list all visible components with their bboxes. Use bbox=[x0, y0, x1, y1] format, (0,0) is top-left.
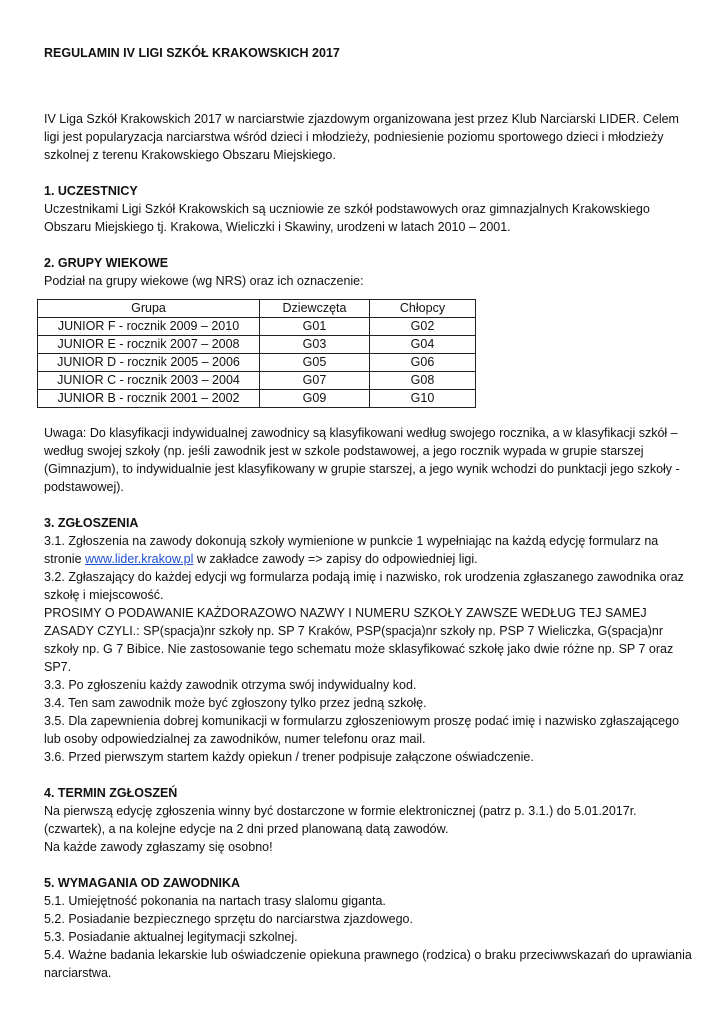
table-cell: G09 bbox=[260, 390, 370, 408]
registration-item: 3.4. Ten sam zawodnik może być zgłoszony tylko przez jedną szkołę. bbox=[44, 696, 427, 710]
section-heading: 5. WYMAGANIA OD ZAWODNIKA bbox=[44, 876, 241, 890]
table-header-cell: Grupa bbox=[38, 300, 260, 318]
table-header-cell: Dziewczęta bbox=[260, 300, 370, 318]
requirement-item: 5.1. Umiejętność pokonania na nartach trasy slalomu giganta. bbox=[44, 894, 386, 908]
registration-item: 3.3. Po zgłoszeniu każdy zawodnik otrzyma swój indywidualny kod. bbox=[44, 678, 417, 692]
section-lead: Podział na grupy wiekowe (wg NRS) oraz ich oznaczenie: bbox=[44, 274, 364, 288]
table-header-cell: Chłopcy bbox=[370, 300, 476, 318]
registration-item: 3.6. Przed pierwszym startem każdy opiekun / trener podpisuje załączone oświadczenie. bbox=[44, 750, 534, 764]
section-heading: 1. UCZESTNICY bbox=[44, 184, 138, 198]
table-row bbox=[38, 336, 476, 354]
section-age-groups bbox=[44, 254, 694, 496]
registration-item bbox=[44, 532, 694, 568]
section-heading: 4. TERMIN ZGŁOSZEŃ bbox=[44, 786, 178, 800]
table-cell: G10 bbox=[370, 390, 476, 408]
registration-text: 3.1. Zgłoszenia na zawody dokonują szkoły wymienione w punkcie 1 wypełniając na każdą edycję formularz na stronie bbox=[44, 534, 659, 566]
table-cell: G03 bbox=[260, 336, 370, 354]
section-deadline bbox=[44, 784, 694, 856]
section-registrations bbox=[44, 514, 694, 766]
table-cell: JUNIOR C - rocznik 2003 – 2004 bbox=[38, 372, 260, 390]
requirement-item: 5.3. Posiadanie aktualnej legitymacji szkolnej. bbox=[44, 930, 298, 944]
table-row bbox=[38, 372, 476, 390]
table-cell: G05 bbox=[260, 354, 370, 372]
registration-caps-notice: PROSIMY O PODAWANIE KAŻDORAZOWO NAZWY I NUMERU SZKOŁY ZAWSZE WEDŁUG TEJ SAMEJ ZASADY CZYLI.: SP(spacja)nr szkoły np. SP 7 Kraków, PSP(spacja)nr szkoły np. PSP 7 Wieliczka, G(spacja)nr szkoły np. G 7 Bibice. Nie zastosowanie tego schematu może sklasyfikować szkołę jako dwie różne np. SP 7 oraz SP7. bbox=[44, 606, 674, 674]
table-cell: G04 bbox=[370, 336, 476, 354]
deadline-text: Na każde zawody zgłaszamy się osobno! bbox=[44, 840, 273, 854]
table-cell: G01 bbox=[260, 318, 370, 336]
table-cell: G06 bbox=[370, 354, 476, 372]
table-cell: JUNIOR E - rocznik 2007 – 2008 bbox=[38, 336, 260, 354]
table-cell: JUNIOR D - rocznik 2005 – 2006 bbox=[38, 354, 260, 372]
table-cell: JUNIOR B - rocznik 2001 – 2002 bbox=[38, 390, 260, 408]
registration-item: 3.2. Zgłaszający do każdej edycji wg formularza podają imię i nazwisko, rok urodzenia zgłaszanego zawodnika oraz szkołę i miejscowość. bbox=[44, 570, 684, 602]
section-heading: 2. GRUPY WIEKOWE bbox=[44, 256, 169, 270]
document-page bbox=[44, 40, 694, 982]
table-header-row bbox=[38, 300, 476, 318]
registration-text: w zakładce zawody => zapisy do odpowiedniej ligi. bbox=[193, 552, 478, 566]
table-cell: G07 bbox=[260, 372, 370, 390]
classification-note: Uwaga: Do klasyfikacji indywidualnej zawodnicy są klasyfikowani według swojego rocznika, a w klasyfikacji szkół – według swojej szkoły (np. jeśli zawodnik jest w szkole podstawowej, a jego rocznik wypada w grupie starszej (Gimnazjum), to indywidualnie jest klasyfikowany w grupie starszej, a jego wynik wchodzi do punktacji jego szkoły - podstawowej). bbox=[44, 426, 680, 494]
table-row bbox=[38, 354, 476, 372]
age-groups-table bbox=[37, 299, 476, 408]
deadline-text: Na pierwszą edycję zgłoszenia winny być dostarczone w formie elektronicznej (patrz p. 3.1.) do 5.01.2017r. (czwartek), a na kolejne edycje na 2 dni przed planowaną datą zawodów. bbox=[44, 804, 637, 836]
table-row bbox=[38, 318, 476, 336]
section-text: Uczestnikami Ligi Szkół Krakowskich są uczniowie ze szkół podstawowych oraz gimnazjalnych Krakowskiego Obszaru Miejskiego tj. Krakowa, Wieliczki i Skawiny, urodzeni w latach 2010 – 2001. bbox=[44, 202, 650, 234]
table-cell: G02 bbox=[370, 318, 476, 336]
section-requirements bbox=[44, 874, 694, 982]
registration-item: 3.5. Dla zapewnienia dobrej komunikacji w formularzu zgłoszeniowym proszę podać imię i nazwisko zgłaszającego lub osoby odpowiedzialnej za zawodników, numer telefonu oraz mail. bbox=[44, 714, 680, 746]
section-heading: 3. ZGŁOSZENIA bbox=[44, 516, 139, 530]
table-row bbox=[38, 390, 476, 408]
section-participants bbox=[44, 182, 694, 236]
requirement-item: 5.2. Posiadanie bezpiecznego sprzętu do narciarstwa zjazdowego. bbox=[44, 912, 413, 926]
table-cell: G08 bbox=[370, 372, 476, 390]
lider-website-link[interactable]: www.lider.krakow.pl bbox=[85, 552, 194, 566]
table-cell: JUNIOR F - rocznik 2009 – 2010 bbox=[38, 318, 260, 336]
document-title: REGULAMIN IV LIGI SZKÓŁ KRAKOWSKICH 2017 bbox=[44, 46, 340, 60]
requirement-item: 5.4. Ważne badania lekarskie lub oświadczenie opiekuna prawnego (rodzica) o braku przeciwwskazań do uprawiania narciarstwa. bbox=[44, 948, 692, 980]
intro-paragraph: IV Liga Szkół Krakowskich 2017 w narciarstwie zjazdowym organizowana jest przez Klub Narciarski LIDER. Celem ligi jest popularyzacja narciarstwa wśród dzieci i młodzieży, podniesienie poziomu sportowego dzieci i młodzieży szkolnej z terenu Krakowskiego Obszaru Miejskiego. bbox=[44, 112, 679, 162]
